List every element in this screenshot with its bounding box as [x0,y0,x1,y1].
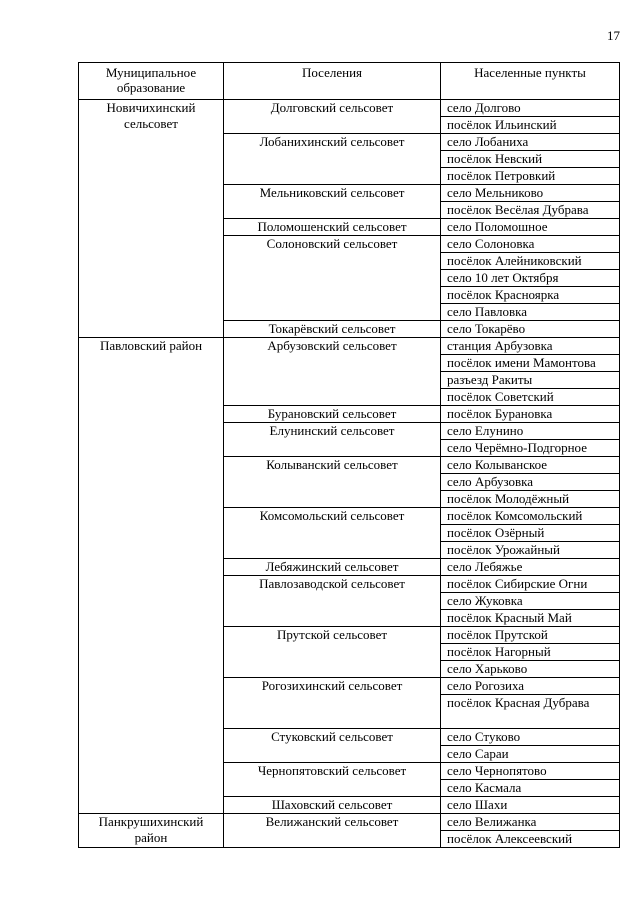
locality-cell: посёлок Красноярка [441,287,620,304]
table-row [79,814,620,831]
locality-cell: село Мельниково [441,185,620,202]
settlement-cell [224,576,441,627]
settlement-name: Арбузовский сельсовет [267,338,397,353]
settlement-cell [224,797,441,814]
locality-cell: посёлок Нагорный [441,644,620,661]
locality-cell: село Токарёво [441,321,620,338]
settlement-name: Поломошенский сельсовет [257,219,407,234]
settlement-name: Велижанский сельсовет [265,814,399,829]
table-row [79,338,620,355]
locality-cell: село Чернопятово [441,763,620,780]
locality-cell: посёлок Весёлая Дубрава [441,202,620,219]
header-settlements: Поселения [224,63,441,100]
locality-cell: посёлок Ильинский [441,117,620,134]
settlement-cell [224,763,441,797]
settlement-cell [224,236,441,321]
locality-cell: посёлок Алексеевский [441,831,620,848]
municipality-cell: Павловский район [79,338,224,814]
locality-cell: село Шахи [441,797,620,814]
locality-cell: село Лебяжье [441,559,620,576]
locality-cell: село Харьково [441,661,620,678]
settlement-cell [224,100,441,134]
header-municipality: Муниципальное образование [79,63,224,100]
settlement-cell [224,729,441,763]
settlement-cell [224,185,441,219]
settlement-cell [224,457,441,508]
locality-cell: посёлок Красная Дубрава [441,695,620,729]
locality-cell: посёлок Комсомольский [441,508,620,525]
locality-cell: посёлок Красный Май [441,610,620,627]
locality-cell: посёлок Петровкий [441,168,620,185]
locality-cell: посёлок Урожайный [441,542,620,559]
locality-cell: село Поломошное [441,219,620,236]
settlement-cell [224,508,441,559]
settlement-name: Бурановский сельсовет [267,406,397,421]
settlement-cell [224,321,441,338]
locality-cell: село Сараи [441,746,620,763]
locality-cell: село Касмала [441,780,620,797]
locality-cell: село Жуковка [441,593,620,610]
settlement-name: Павлозаводской сельсовет [259,576,405,591]
locality-cell: посёлок Сибирские Огни [441,576,620,593]
locality-cell: станция Арбузовка [441,338,620,355]
settlement-name: Долговский сельсовет [270,100,394,115]
settlement-cell [224,134,441,185]
settlement-name: Комсомольский сельсовет [259,508,405,523]
page-number: 17 [607,28,620,43]
settlement-name: Солоновский сельсовет [266,236,398,251]
table-header-row [79,63,620,100]
settlement-cell [224,559,441,576]
locality-cell: посёлок Невский [441,151,620,168]
locality-cell: село Рогозиха [441,678,620,695]
settlement-cell [224,678,441,729]
locality-cell: разъезд Ракиты [441,372,620,389]
settlement-name: Стуковский сельсовет [271,729,393,744]
settlement-cell [224,406,441,423]
table-row [79,100,620,117]
locality-cell: посёлок имени Мамонтова [441,355,620,372]
locality-cell: село Солоновка [441,236,620,253]
settlement-name: Колыванский сельсовет [266,457,398,472]
locality-cell: посёлок Алейниковский [441,253,620,270]
settlement-name: Чернопятовский сельсовет [257,763,407,778]
settlement-name: Токарёвский сельсовет [268,321,396,336]
settlement-cell [224,627,441,678]
municipality-cell: Новичихинский сельсовет [79,100,224,338]
table-body [79,100,620,848]
locality-cell: село Колыванское [441,457,620,474]
locality-cell: село 10 лет Октября [441,270,620,287]
locality-cell: село Арбузовка [441,474,620,491]
locality-cell: село Павловка [441,304,620,321]
locality-cell: посёлок Озёрный [441,525,620,542]
locality-cell: село Долгово [441,100,620,117]
settlements-table [78,62,620,848]
settlement-name: Лебяжинский сельсовет [265,559,399,574]
settlement-cell [224,814,441,848]
locality-cell: село Елунино [441,423,620,440]
municipality-cell: Панкрушихинский район [79,814,224,848]
locality-cell: посёлок Советский [441,389,620,406]
settlement-cell [224,423,441,457]
settlement-cell [224,338,441,406]
settlement-cell [224,219,441,236]
locality-cell: село Лобаниха [441,134,620,151]
locality-cell: посёлок Молодёжный [441,491,620,508]
locality-cell: село Черёмно-Подгорное [441,440,620,457]
settlement-name: Шаховский сельсовет [271,797,393,812]
settlement-name: Елунинский сельсовет [269,423,395,438]
locality-cell: село Стуково [441,729,620,746]
locality-cell: село Велижанка [441,814,620,831]
settlement-name: Лобанихинский сельсовет [259,134,405,149]
settlement-name: Рогозихинский сельсовет [261,678,403,693]
settlement-name: Прутской сельсовет [276,627,388,642]
settlement-name: Мельниковский сельсовет [259,185,405,200]
locality-cell: посёлок Прутской [441,627,620,644]
locality-cell: посёлок Бурановка [441,406,620,423]
header-localities: Населенные пункты [441,63,620,100]
